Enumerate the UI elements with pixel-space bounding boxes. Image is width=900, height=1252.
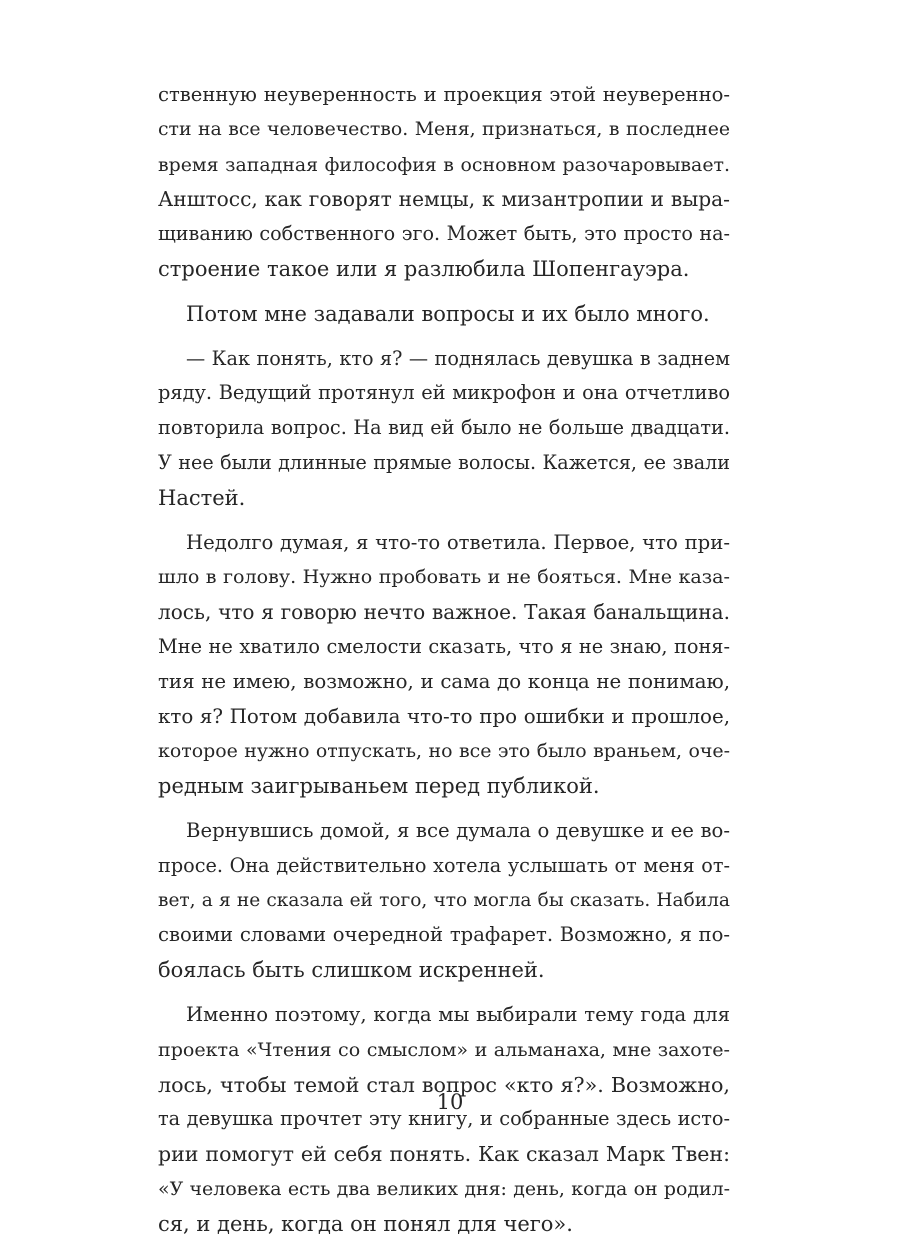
text-line: шло в голову. Нужно пробовать и не бояться. Мне каза- [158, 565, 730, 589]
text-line: сти на все человечество. Меня, признаться, в последнее [158, 118, 730, 140]
text-line: ся, и день, когда он понял для чего». [158, 1211, 573, 1236]
text-line: Анштосс, как говорят немцы, к мизантропии и выра- [158, 187, 730, 212]
page-number: 10 [436, 1090, 464, 1114]
text-line: Недолго думая, я что-то ответила. Первое, что при- [186, 530, 730, 554]
text-line: — Как понять, кто я? — поднялась девушка в заднем [186, 346, 730, 370]
text-line: время западная философия в основном разочаровывает. [158, 153, 730, 176]
text-line: Вернувшись домой, я все думала о девушке и ее во- [186, 818, 730, 842]
text-line: проекта «Чтения со смыслом» и альманаха, мне захоте- [158, 1038, 730, 1061]
paragraph [158, 78, 730, 287]
text-line: «У человека есть два великих дня: день, когда он родил- [158, 1177, 730, 1200]
text-line: У нее были длинные прямые волосы. Кажется, ее звали [158, 450, 730, 474]
text-line: ственную неуверенность и проекция этой неуверенно- [158, 83, 730, 106]
text-line: Мне не хватило смелости сказать, что я не знаю, поня- [158, 634, 730, 658]
text-line: та девушка прочтет эту книгу, и собранные здесь исто- [158, 1107, 730, 1131]
text-line: лось, что я говорю нечто важное. Такая банальщина. [158, 600, 730, 625]
text-line: просе. Она действительно хотела услышать от меня от- [158, 853, 730, 877]
text-line: рии помогут ей себя понять. Как сказал Марк Твен: [158, 1142, 730, 1167]
body-text [158, 78, 730, 1252]
text-line: боялась быть слишком искренней. [158, 958, 545, 983]
text-line: ряду. Ведущий протянул ей микрофон и она отчетливо [158, 381, 730, 405]
text-line: повторила вопрос. На вид ей было не больше двадцати. [158, 416, 730, 440]
paragraph [158, 814, 730, 988]
text-line: которое нужно отпускать, но все это было враньем, оче- [158, 740, 730, 763]
text-line: кто я? Потом добавила что-то про ошибки и прошлое, [158, 704, 730, 728]
text-line: щиванию собственного эго. Может быть, это просто на- [158, 222, 730, 246]
text-line: строение такое или я разлюбила Шопенгауэра. [158, 256, 690, 281]
text-line: своими словами очередной трафарет. Возможно, я по- [158, 923, 730, 947]
paragraph [158, 526, 730, 804]
paragraph [158, 342, 730, 516]
text-line: лось, чтобы темой стал вопрос «кто я?». Возможно, [158, 1072, 730, 1097]
text-line: тия не имею, возможно, и сама до конца не понимаю, [158, 669, 730, 693]
paragraph [158, 297, 730, 332]
text-line: вет, а я не сказала ей того, что могла бы сказать. Набила [158, 889, 730, 911]
text-line: Настей. [158, 485, 246, 510]
text-line: Именно поэтому, когда мы выбирали тему года для [186, 1002, 730, 1026]
paragraph [158, 998, 730, 1242]
text-line: редным заигрываньем перед публикой. [158, 774, 600, 799]
text-line: Потом мне задавали вопросы и их было много. [186, 301, 710, 326]
